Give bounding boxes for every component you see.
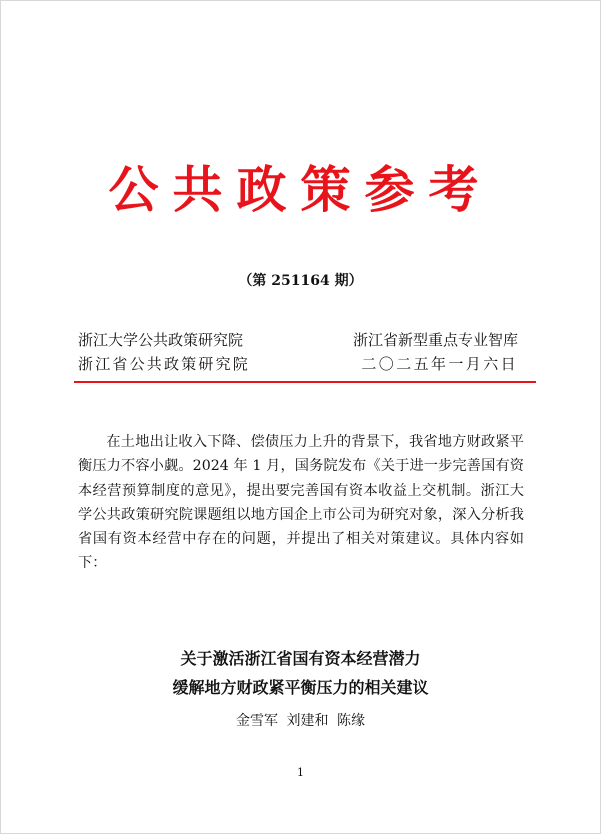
header-divider <box>74 381 536 383</box>
authors: 金雪军 刘建和 陈缘 <box>236 713 365 729</box>
article-title-line-1: 关于激活浙江省国有资本经营潜力 <box>180 649 421 668</box>
intro-paragraph: 在土地出让收入下降、偿债压力上升的背景下，我省地方财政紧平衡压力不容小觑。2024 年 1 月，国务院发布《关于进一步完善国有资本经营预算制度的意见》，提出要完善国有资本收益上交机制。浙江大学公共政策研究院课题组以地方国企上市公司为研究对象，深入分析我省国有资本经营中存在的问题，并提出了相关对策建议。具体内容如下： <box>78 434 524 572</box>
issue-date: 二〇二五年一月六日 <box>361 355 518 373</box>
issuer-think-tank: 浙江省新型重点专业智库 <box>352 331 518 349</box>
issuer-zju-institute: 浙江大学公共政策研究院 <box>78 331 244 349</box>
issuer-provincial-institute: 浙江省公共政策研究院 <box>78 355 251 373</box>
page-number: 1 <box>297 766 304 779</box>
issue-number: （第 251164 期） <box>238 273 363 289</box>
publication-title: 公共政策参考 <box>108 160 493 219</box>
article-title-line-2: 缓解地方财政紧平衡压力的相关建议 <box>172 678 429 697</box>
